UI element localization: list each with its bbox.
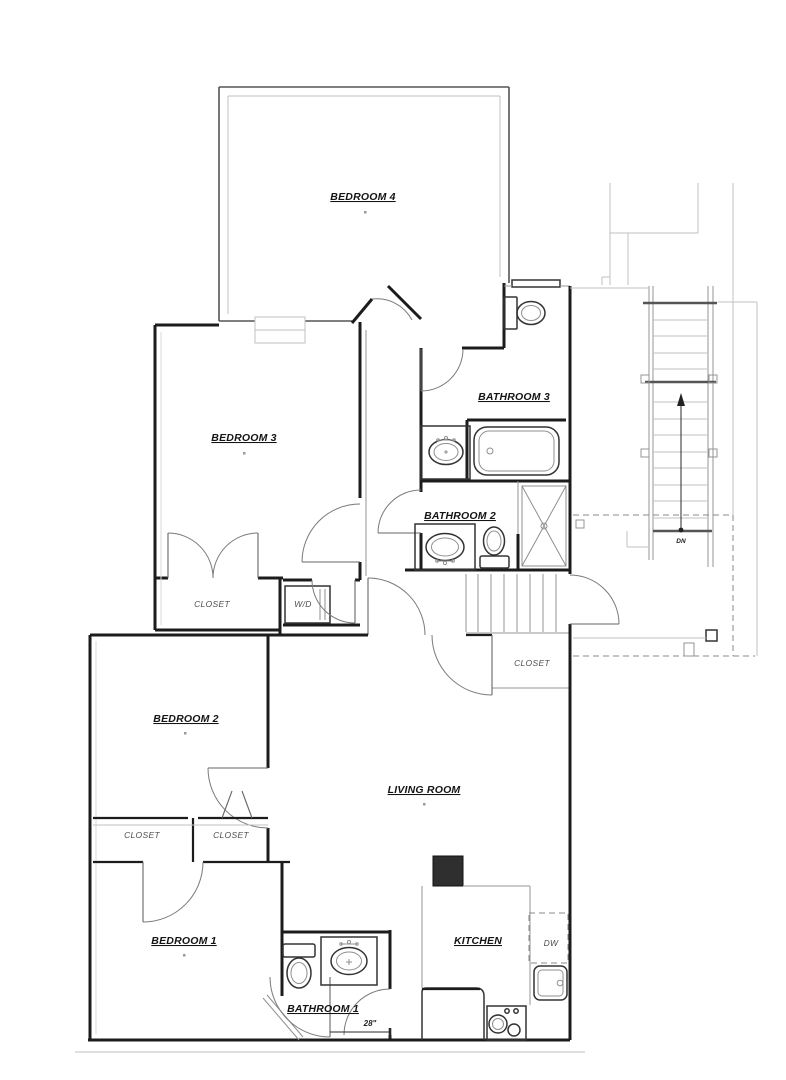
interior-stairs — [368, 574, 570, 695]
lower-block-walls — [75, 635, 585, 1052]
living-room-label: LIVING ROOM — [387, 784, 461, 796]
bathroom-3-toilet — [504, 297, 545, 329]
door-dimension-label: 28" — [363, 1019, 377, 1028]
closet-right-label: CLOSET — [213, 830, 249, 840]
bedroom-2-label: BEDROOM 2 — [153, 713, 219, 725]
bedroom-3-label: BEDROOM 3 — [211, 432, 277, 444]
bathroom-3-label: BATHROOM 3 — [478, 391, 550, 403]
small-labels — [124, 538, 686, 1028]
stairs-down-label: DN — [676, 538, 686, 545]
dishwasher-label: DW — [543, 938, 559, 948]
closet-left-label: CLOSET — [124, 830, 160, 840]
bathroom-2-sink — [415, 524, 475, 570]
bedroom-4-label: BEDROOM 4 — [330, 191, 396, 203]
main-staircase — [570, 286, 717, 641]
bathroom-1-label: BATHROOM 1 — [287, 1003, 359, 1015]
bathroom-2-toilet — [480, 527, 509, 568]
kitchen-label: KITCHEN — [453, 935, 503, 947]
bathroom-1-toilet — [283, 944, 315, 988]
bedroom-1-label: BEDROOM 1 — [151, 935, 217, 947]
label-dots — [183, 211, 426, 957]
vestibule-doorway — [352, 286, 421, 323]
refrigerator — [422, 988, 484, 1040]
closet-under-stairs-label: CLOSET — [514, 658, 550, 668]
bathroom-3-sink — [421, 426, 470, 479]
bathroom-2-label: BATHROOM 2 — [424, 510, 496, 522]
right-wall — [570, 286, 619, 1040]
bedroom-4-walls — [219, 87, 509, 343]
washer-dryer-label: W/D — [294, 599, 312, 609]
kitchen-column — [433, 856, 463, 886]
bathtub — [474, 427, 559, 475]
hall-and-bedroom-3-walls — [155, 322, 366, 635]
bathroom-1-sink — [321, 937, 377, 985]
kitchen-fixtures — [422, 856, 568, 1040]
closet-bedroom-3-label: CLOSET — [194, 599, 230, 609]
bathroom-2-walls — [378, 481, 570, 570]
bathroom-3-walls — [421, 280, 570, 481]
